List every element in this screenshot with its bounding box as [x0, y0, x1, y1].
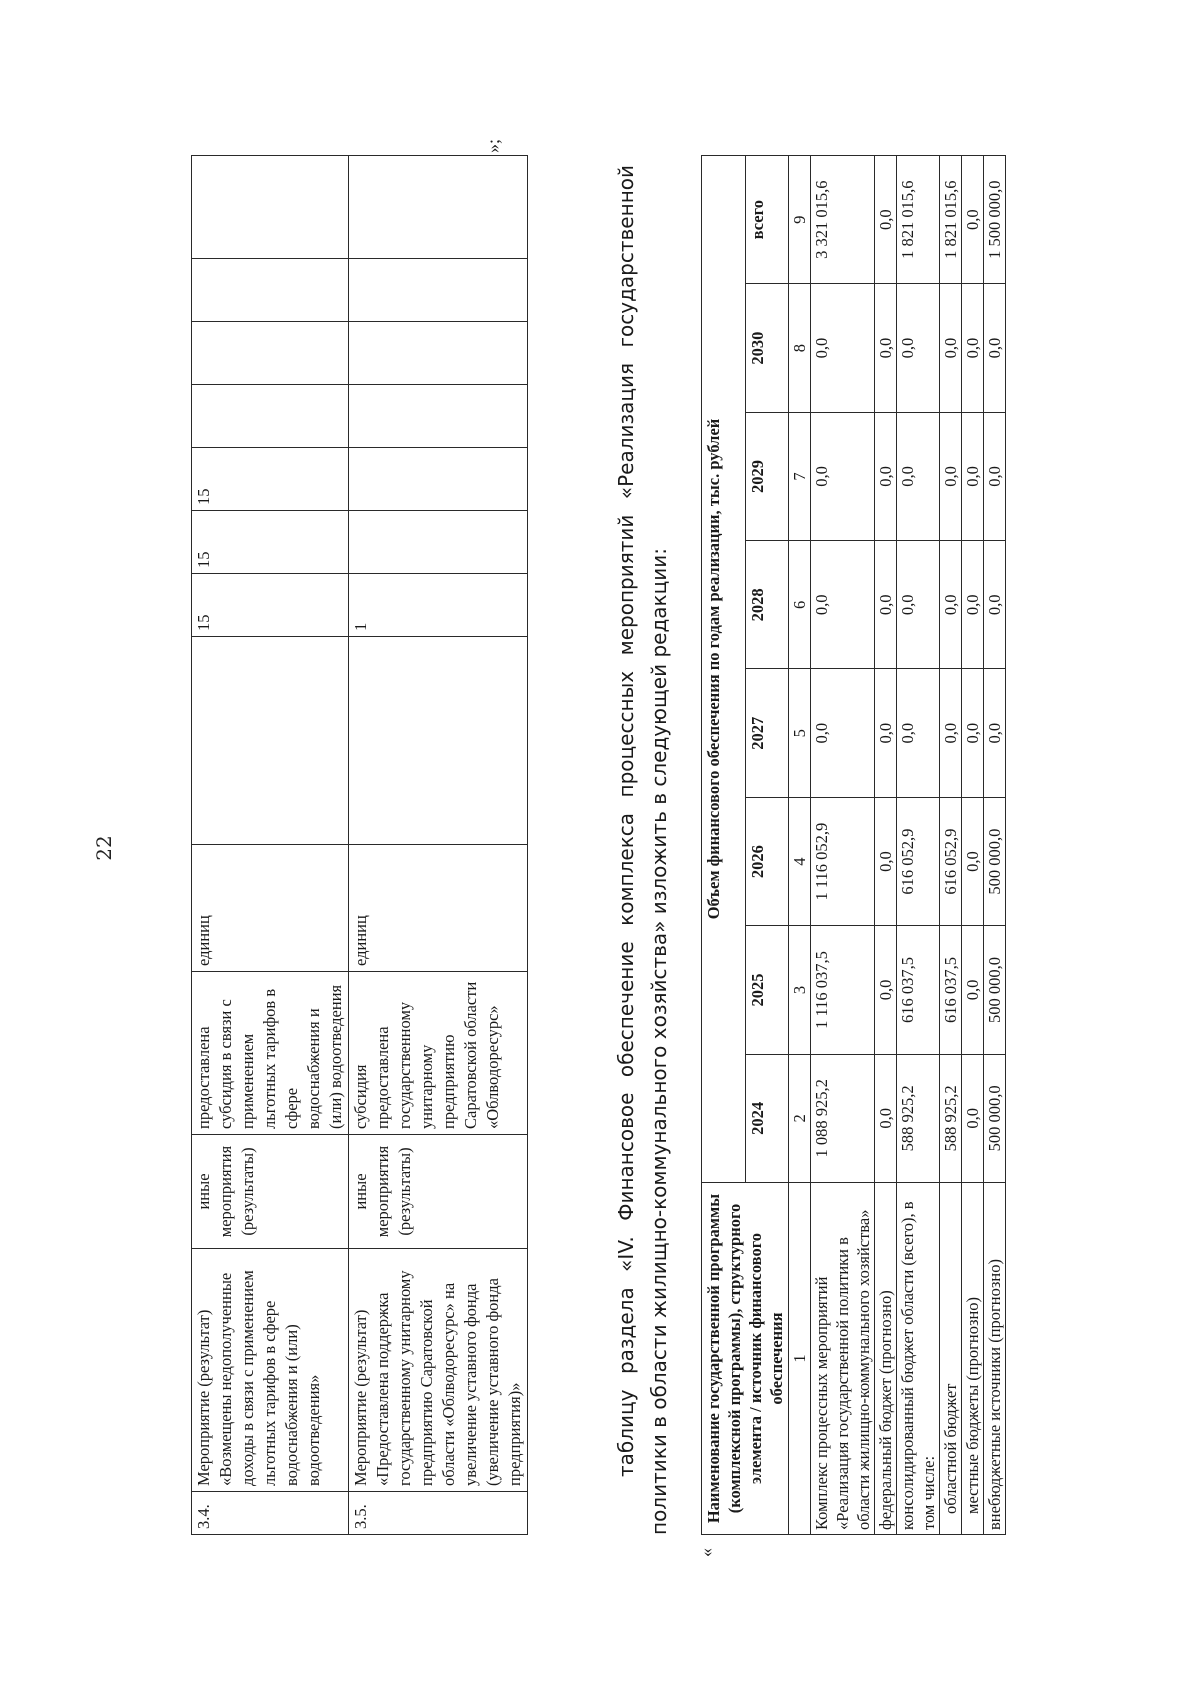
year-header: 2028: [745, 541, 789, 669]
value-cell: 616 037,5: [897, 926, 940, 1054]
value-cell: 0,0: [984, 669, 1006, 797]
total-cell: 1 821 015,6: [897, 156, 940, 284]
header-name: Наименование государственной программы (комплексной программы), структурного элемента / источник финансового обеспечения: [702, 1183, 789, 1535]
value-cell: 1 116 052,9: [811, 797, 875, 925]
row-label: областной бюджет: [940, 1183, 962, 1535]
year-header: 2029: [745, 412, 789, 540]
index-row: [789, 156, 811, 1535]
event-name: Мероприятие (результат) «Предоставлена поддержка государственному унитарному предприятию Саратовской области «Облводоресурс» на увеличение уставного фонда (увеличение уставного фонда предприятия)»: [349, 1249, 528, 1492]
row-number: 3.4.: [192, 1492, 349, 1535]
value-cell: 0,0: [984, 412, 1006, 540]
empty-cell: [349, 385, 528, 448]
index-cell: 2: [789, 1054, 811, 1182]
empty-cell: [192, 259, 349, 322]
value-cell: 1 088 925,2: [811, 1054, 875, 1182]
value-cell: 0,0: [897, 541, 940, 669]
value-cell: 0,0: [897, 669, 940, 797]
value-cell: 0,0: [811, 412, 875, 540]
event-type: иные мероприятия (результаты): [192, 1135, 349, 1249]
empty-cell: [349, 322, 528, 385]
value-cell: 588 925,2: [897, 1054, 940, 1182]
value-cell: 0,0: [962, 797, 984, 925]
table-row: [984, 156, 1006, 1535]
row-label: Комплекс процессных мероприятий «Реализация государственной политики в области жилищно-коммунального хозяйства»: [811, 1183, 875, 1535]
year-header: 2030: [745, 284, 789, 412]
value-cell: 1 116 037,5: [811, 926, 875, 1054]
empty-cell: [349, 259, 528, 322]
row-number: 3.5.: [349, 1492, 528, 1535]
table-row: [940, 156, 962, 1535]
total-header: всего: [745, 156, 789, 284]
value-cell: 0,0: [984, 541, 1006, 669]
event-description: предоставлена субсидия в связи с применением льготных тарифов в сфере водоснабжения и (или) водоотведения: [192, 972, 349, 1135]
rotated-page-content: [28, 105, 1028, 1665]
value-cell: 616 037,5: [940, 926, 962, 1054]
table-row: [962, 156, 984, 1535]
value-cell: 0,0: [962, 412, 984, 540]
value-cell: 0,0: [962, 669, 984, 797]
event-description: субсидия предоставлена государственному унитарному предприятию Саратовской области «Облводоресурс»: [349, 972, 528, 1135]
events-table: [191, 155, 528, 1535]
value-cell: 0,0: [962, 926, 984, 1054]
value-cell: 0,0: [940, 284, 962, 412]
value-cell: 0,0: [940, 669, 962, 797]
event-name: Мероприятие (результат) «Возмещены недополученные доходы в связи с применением льготных тарифов в сфере водоснабжения и (или) водоотведения»: [192, 1249, 349, 1492]
value-cell: 15: [192, 511, 349, 574]
index-cell: 3: [789, 926, 811, 1054]
year-header: 2025: [745, 926, 789, 1054]
value-cell: 500 000,0: [984, 1054, 1006, 1182]
table-row: [875, 156, 897, 1535]
value-cell: 0,0: [940, 412, 962, 540]
opening-quote: «: [696, 1548, 716, 1557]
row-label: консолидированный бюджет области (всего), в том числе:: [897, 1183, 940, 1535]
empty-cell: [192, 156, 349, 259]
value-cell: 0,0: [875, 1054, 897, 1182]
index-cell: 9: [789, 156, 811, 284]
table-row: [897, 156, 940, 1535]
header-row: [702, 156, 746, 1535]
value-cell: 1: [349, 574, 528, 637]
year-header: 2027: [745, 669, 789, 797]
empty-cell: [192, 385, 349, 448]
value-cell: 500 000,0: [984, 797, 1006, 925]
amendment-paragraph: [610, 165, 676, 1535]
value-cell: 616 052,9: [897, 797, 940, 925]
total-cell: 3 321 015,6: [811, 156, 875, 284]
value-cell: [349, 511, 528, 574]
empty-cell: [192, 322, 349, 385]
index-cell: 1: [789, 1183, 811, 1535]
value-cell: [349, 448, 528, 511]
index-cell: 6: [789, 541, 811, 669]
table-row: [192, 156, 349, 1535]
value-cell: 616 052,9: [940, 797, 962, 925]
value-cell: 0,0: [811, 669, 875, 797]
value-cell: [349, 637, 528, 845]
page-number: 22: [92, 835, 116, 861]
closing-quote: »;: [483, 138, 503, 153]
value-cell: [192, 637, 349, 845]
index-cell: 5: [789, 669, 811, 797]
year-header: 2024: [745, 1054, 789, 1182]
total-cell: 1 500 000,0: [984, 156, 1006, 284]
paragraph-text: таблицу раздела «IV. Финансовое обеспечение комплекса процессных мероприятий «Реализация государственной политики в области жилищно-коммунального хозяйства» изложить в следующей редакции:: [614, 165, 671, 1535]
value-cell: 0,0: [811, 541, 875, 669]
value-cell: 0,0: [940, 541, 962, 669]
total-cell: 0,0: [875, 156, 897, 284]
header-group: Объем финансового обеспечения по годам реализации, тыс. рублей: [702, 156, 746, 1183]
total-cell: 1 821 015,6: [940, 156, 962, 284]
financing-table: [701, 155, 1006, 1535]
empty-cell: [349, 156, 528, 259]
year-header: 2026: [745, 797, 789, 925]
value-cell: 15: [192, 448, 349, 511]
row-label: внебюджетные источники (прогнозно): [984, 1183, 1006, 1535]
index-cell: 7: [789, 412, 811, 540]
unit-cell: единиц: [192, 845, 349, 972]
index-cell: 4: [789, 797, 811, 925]
value-cell: 0,0: [984, 284, 1006, 412]
value-cell: 0,0: [875, 541, 897, 669]
value-cell: 0,0: [962, 541, 984, 669]
value-cell: 0,0: [897, 412, 940, 540]
index-cell: 8: [789, 284, 811, 412]
value-cell: 0,0: [875, 284, 897, 412]
value-cell: 0,0: [897, 284, 940, 412]
value-cell: 0,0: [875, 412, 897, 540]
value-cell: 0,0: [875, 797, 897, 925]
value-cell: 500 000,0: [984, 926, 1006, 1054]
row-label: местные бюджеты (прогнозно): [962, 1183, 984, 1535]
value-cell: 0,0: [962, 1054, 984, 1182]
value-cell: 0,0: [962, 284, 984, 412]
table-row: [811, 156, 875, 1535]
table-row: [349, 156, 528, 1535]
value-cell: 0,0: [875, 926, 897, 1054]
unit-cell: единиц: [349, 845, 528, 972]
event-type: иные мероприятия (результаты): [349, 1135, 528, 1249]
value-cell: 588 925,2: [940, 1054, 962, 1182]
value-cell: 15: [192, 574, 349, 637]
value-cell: 0,0: [811, 284, 875, 412]
total-cell: 0,0: [962, 156, 984, 284]
row-label: федеральный бюджет (прогнозно): [875, 1183, 897, 1535]
value-cell: 0,0: [875, 669, 897, 797]
